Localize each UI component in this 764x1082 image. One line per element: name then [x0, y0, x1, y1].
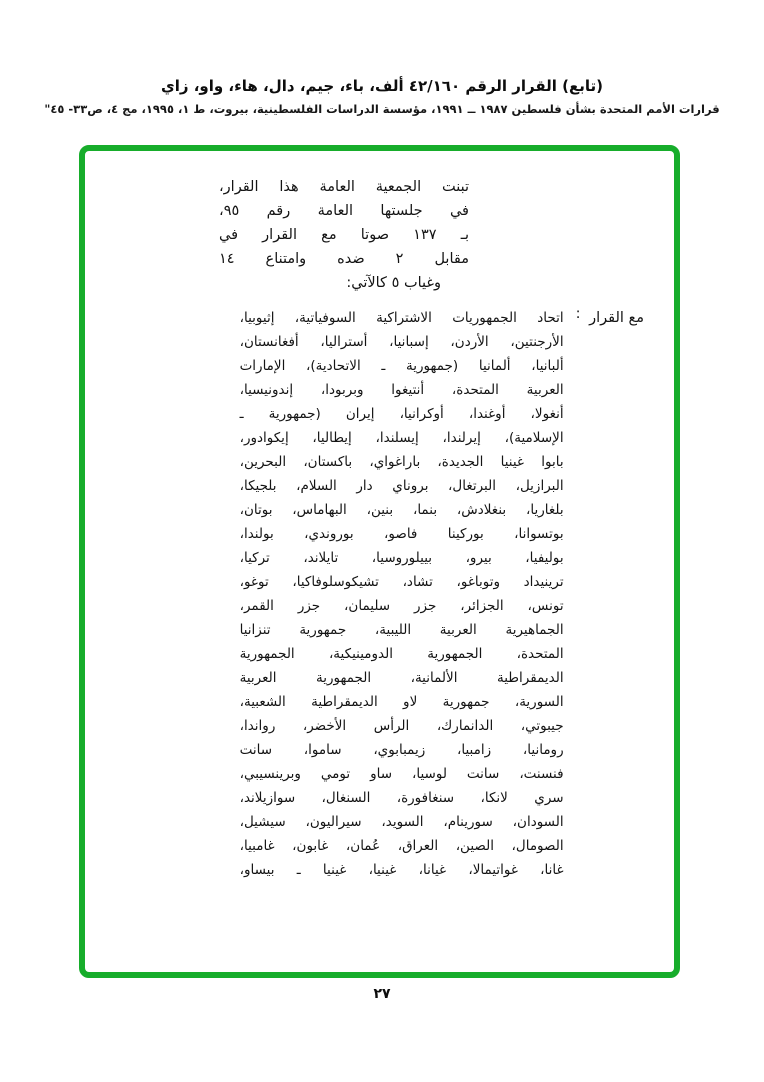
- country-list-line: ترينيداد وتوباغو، تشاد، تشيكوسلوفاكيا، توغو،: [239, 574, 564, 590]
- country-list-line: الأرجنتين، الأردن، إسبانيا، أستراليا، أفغانستان،: [239, 334, 564, 350]
- document-source-citation: قرارات الأمم المتحدة بشأن فلسطين ١٩٨٧ ــ ١٩٩١، مؤسسة الدراسات الفلسطينية، بيروت، ط ١، ١٩٩٥، مج ٤، ص٣٣- ٤٥": [44, 102, 720, 116]
- country-list-line: الإسلامية)، إيرلندا، إيسلندا، إيطاليا، إيكوادور،: [239, 430, 564, 446]
- country-list-line: ألبانيا، ألمانيا (جمهورية ـ الاتحادية)، الإمارات: [239, 358, 564, 374]
- country-list-line: الصومال، الصين، العراق، عُمان، غابون، غامبيا،: [239, 838, 564, 854]
- intro-line: وغياب ٥ كالآتي:: [346, 275, 441, 291]
- intro-line: بـ ١٣٧ صوتا مع القرار في: [219, 227, 469, 243]
- country-list-line: الجماهيرية العربية الليبية، جمهورية تنزانيا: [239, 622, 564, 638]
- page-number: ٢٧: [373, 986, 391, 1002]
- country-list-line: المتحدة، الجمهورية الدومينيكية، الجمهورية: [239, 646, 564, 662]
- country-list-line: غانا، غواتيمالا، غيانا، غينيا، غينيا ـ بيساو،: [239, 862, 564, 878]
- country-list-line: بوتسوانا، بوركينا فاصو، بوروندي، بولندا،: [239, 526, 564, 542]
- country-list-line: بابوا غينيا الجديدة، باراغواي، باكستان، البحرين،: [239, 454, 564, 470]
- country-list-line: السورية، جمهورية لاو الديمقراطية الشعبية،: [239, 694, 564, 710]
- in-favour-label: [576, 306, 644, 330]
- country-list-line: بوليفيا، بيرو، بييلوروسيا، تايلاند، تركيا،: [239, 550, 564, 566]
- page-header: [0, 76, 764, 117]
- document-title: (تابع) القرار الرقم ٤٢/١٦٠ ألف، باء، جيم، دال، هاء، واو، زاي: [160, 77, 604, 95]
- country-list-line: البرازيل، البرتغال، بروناي دار السلام، بلجيكا،: [239, 478, 564, 494]
- country-list-line: العربية المتحدة، أنتيغوا وبربودا، إندونيسيا،: [239, 382, 564, 398]
- country-list-line: بلغاريا، بنغلادش، بنما، بنين، البهاماس، بوتان،: [239, 502, 564, 518]
- intro-line: في جلستها العامة رقم ٩٥،: [219, 203, 469, 219]
- intro-line: تبنت الجمعية العامة هذا القرار،: [219, 179, 469, 195]
- in-favour-country-list: [240, 306, 564, 882]
- vote-intro-paragraph: [219, 175, 469, 295]
- intro-line: مقابل ٢ ضده وامتناع ١٤: [219, 251, 469, 267]
- country-list-line: رومانيا، زامبيا، زيمبابوي، ساموا، سانت: [239, 742, 564, 758]
- country-list-line: أنغولا، أوغندا، أوكرانيا، إيران (جمهورية ـ: [239, 406, 564, 422]
- resolution-vote-box: [79, 145, 680, 978]
- country-list-line: تونس، الجزائر، جزر سليمان، جزر القمر،: [239, 598, 564, 614]
- country-list-line: السودان، سورينام، السويد، سيراليون، سيشيل،: [239, 814, 564, 830]
- country-list-line: جيبوتي، الدانمارك، الرأس الأخضر، رواندا،: [239, 718, 564, 734]
- country-list-line: فنسنت، سانت لوسيا، ساو تومي وبرينسيبي،: [239, 766, 564, 782]
- country-list-line: سري لانكا، سنغافورة، السنغال، سوازيلاند،: [239, 790, 564, 806]
- in-favour-label-colon: :: [575, 306, 581, 322]
- in-favour-section: [240, 306, 644, 882]
- country-list-line: الديمقراطية الألمانية، الجمهورية العربية: [239, 670, 564, 686]
- country-list-line: اتحاد الجمهوريات الاشتراكية السوفياتية، إثيوبيا،: [239, 310, 564, 326]
- in-favour-label-text: مع القرار: [589, 310, 644, 326]
